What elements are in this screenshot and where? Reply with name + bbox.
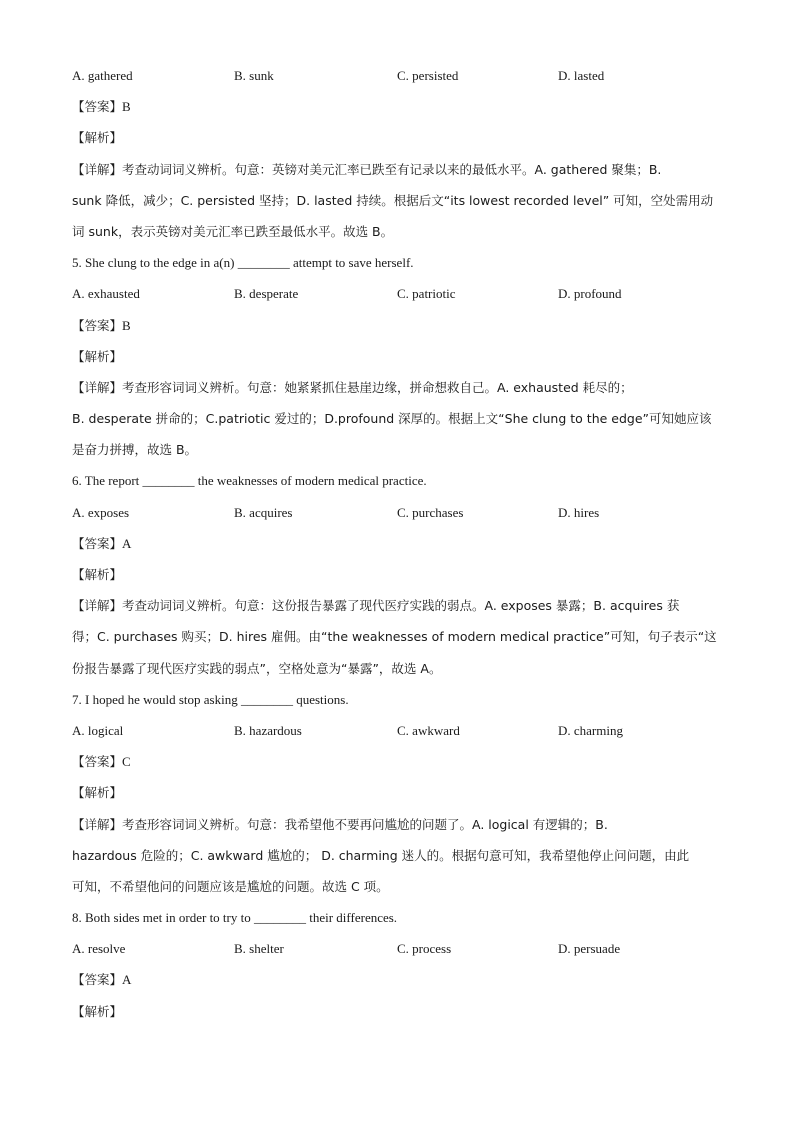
- q5-detail-line-1: 【详解】考查形容词词义辨析。句意：她紧紧抓住悬崖边缘，拼命想救自己。A. exhausted 耗尽的；: [72, 379, 633, 395]
- q4-option-c: C. persisted: [397, 68, 459, 83]
- q8-option-c: C. process: [397, 941, 452, 957]
- q4-detail-line-1: 【详解】考查动词词义辨析。句意：英镑对美元汇率已跌至有记录以来的最低水平。A. gathered 聚集；B.: [72, 161, 662, 177]
- q4-detail-line-3: 词 sunk，表示英镑对美元汇率已跌至最低水平。故选 B。: [72, 223, 394, 239]
- q6-option-b: B. acquires: [234, 504, 293, 520]
- q8-options: [72, 937, 722, 968]
- q5-options: [72, 282, 722, 313]
- answer-label: 【答案】: [72, 754, 123, 770]
- answer-label: 【答案】: [72, 972, 123, 988]
- q6-option-d: D. hires: [558, 504, 600, 520]
- q6-question: 6. The report ________ the weaknesses of modern medical practice.: [72, 473, 427, 489]
- q7-analysis-label: 【解析】: [72, 785, 123, 801]
- q5-option-b: B. desperate: [234, 286, 299, 302]
- answer-value: C: [122, 754, 131, 770]
- document-content: [72, 64, 722, 1031]
- q7-options: [72, 719, 722, 750]
- q7-option-c: C. awkward: [397, 722, 460, 738]
- q4-answer: [72, 95, 722, 126]
- answer-label: 【答案】: [72, 535, 123, 551]
- answer-value: A: [122, 535, 132, 551]
- q5-option-a: A. exhausted: [72, 286, 140, 302]
- q8-answer: [72, 968, 722, 999]
- answer-value: A: [122, 972, 132, 988]
- q7-detail-line-1: 【详解】考查形容词词义辨析。句意：我希望他不要再问尴尬的问题了。A. logical 有逻辑的；B.: [72, 816, 608, 832]
- q7-question: 7. I hoped he would stop asking ________ questions.: [72, 691, 349, 707]
- q7-answer: [72, 750, 722, 781]
- q6-detail-line-2: 得；C. purchases 购买；D. hires 雇佣。由“the weaknesses of modern medical practice”可知，句子表示“这: [72, 629, 717, 645]
- q7-option-a: A. logical: [72, 722, 124, 738]
- q6-option-a: A. exposes: [72, 504, 130, 520]
- q4-option-d: D. lasted: [558, 68, 605, 83]
- q8-analysis-label: 【解析】: [72, 1003, 123, 1019]
- q8-question: 8. Both sides met in order to try to ________ their differences.: [72, 910, 398, 926]
- q4-options: [72, 64, 722, 95]
- q6-detail-line-1: 【详解】考查动词词义辨析。句意：这份报告暴露了现代医疗实践的弱点。A. exposes 暴露；B. acquires 获: [72, 598, 680, 614]
- q8-option-b: B. shelter: [234, 941, 284, 957]
- q6-analysis-label: 【解析】: [72, 567, 123, 582]
- q5-option-d: D. profound: [558, 286, 622, 302]
- q7-option-b: B. hazardous: [234, 722, 302, 738]
- q6-answer: [72, 532, 722, 563]
- q6-detail-line-3: 份报告暴露了现代医疗实践的弱点”，空格处意为“暴露”，故选 A。: [72, 660, 442, 676]
- q5-option-c: C. patriotic: [397, 286, 456, 302]
- q4-option-b: B. sunk: [234, 68, 274, 83]
- q7-detail-line-3: 可知，不希望他问的问题应该是尴尬的问题。故选 C 项。: [72, 878, 389, 894]
- q4-option-a: A. gathered: [72, 68, 133, 83]
- q7-option-d: D. charming: [558, 722, 623, 738]
- answer-label: 【答案】: [72, 99, 123, 115]
- q4-detail-line-2: sunk 降低，减少；C. persisted 坚持；D. lasted 持续。根据后文“its lowest recorded level” 可知，空处需用动: [72, 192, 714, 208]
- q5-detail-line-3: 是奋力拼搏，故选 B。: [72, 442, 198, 458]
- q8-option-d: D. persuade: [558, 941, 621, 957]
- q5-answer: [72, 314, 722, 345]
- q5-detail-line-2: B. desperate 拼命的；C.patriotic 爱过的；D.profound 深厚的。根据上文“She clung to the edge”可知她应该: [72, 411, 712, 427]
- answer-label: 【答案】: [72, 317, 123, 333]
- q8-option-a: A. resolve: [72, 941, 126, 957]
- q6-option-c: C. purchases: [397, 504, 464, 520]
- answer-value: B: [122, 99, 131, 115]
- q5-question: 5. She clung to the edge in a(n) ________ attempt to save herself.: [72, 255, 414, 271]
- q5-analysis-label: 【解析】: [72, 348, 123, 364]
- answer-value: B: [122, 317, 131, 333]
- q6-options: [72, 501, 722, 532]
- q4-analysis-label: 【解析】: [72, 130, 123, 146]
- q7-detail-line-2: hazardous 危险的；C. awkward 尴尬的； D. charming 迷人的。根据句意可知，我希望他停止问问题，由此: [72, 847, 690, 863]
